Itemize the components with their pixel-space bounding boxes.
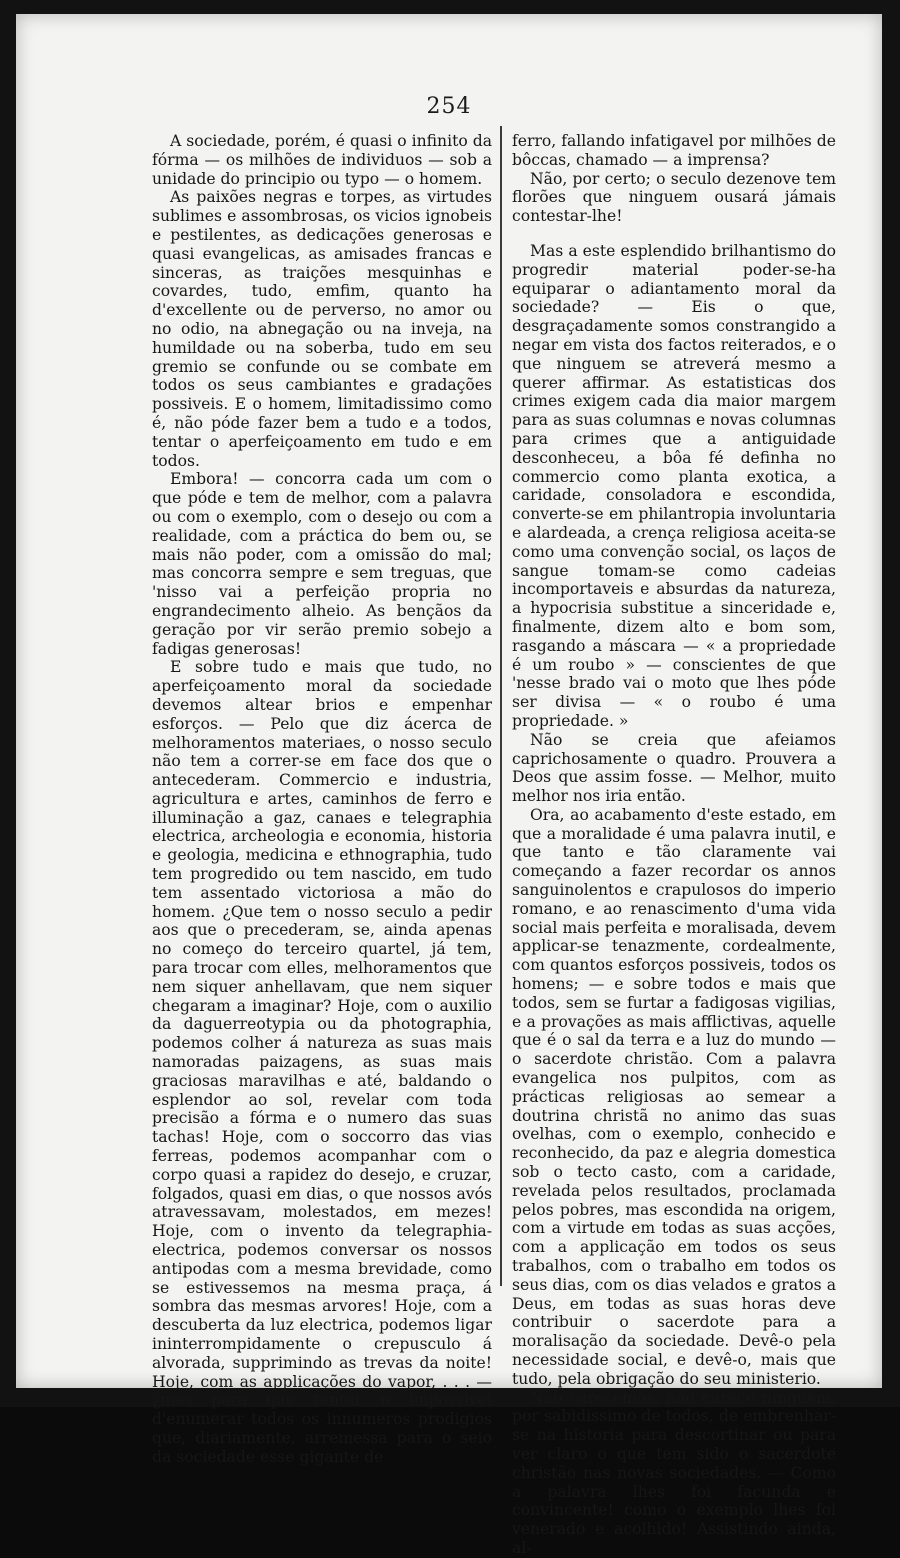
paragraph: Não se creia que afeiamos caprichosamente o quadro. Prouvera a Deos que assim fosse. — Melhor, muito melhor nos iria então. bbox=[512, 730, 836, 806]
paragraph: As paixões negras e torpes, as virtudes sublimes e assombrosas, os vicios ignobeis e pestilentes, as dedicações generosas e quasi evangelicas, as amisades francas e sinceras, as traições mesquinhas e covardes, tudo, emfim, quanto ha d'excellente ou de perverso, no amor ou no odio, na abnegação ou na inveja, na humildade ou na soberba, tudo em seu gremio se confunde ou se combate em todos os seus cambiantes e gradações possiveis. E o homem, limitadissimo como é, não póde fazer bem a tudo e a todos, tentar o aperfeiçoamento em tudo e em todos. bbox=[152, 188, 492, 470]
paragraph: Não carecemos, não carece ninguem, por sabidissimo de todos, de embrenhar-se na historia para descortinar ou para ver claro o que tem sido o sacerdote christão nas novas sociedades. — Como a palavra lhes foi facunda e convincente! como o exemplo lhes foi venerado e acolhido! Assistindo ainda, al- bbox=[512, 1388, 836, 1557]
page-number: 254 bbox=[426, 94, 472, 119]
paragraph: A sociedade, porém, é quasi o infinito da fórma — os milhões de individuos — sob a unidade do principio ou typo — o homem. bbox=[152, 132, 492, 188]
paragraph: Embora! — concorra cada um com o que póde e tem de melhor, com a palavra ou com o exemplo, com o desejo ou com a realidade, com a práctica do bem ou, se mais não poder, com a omissão do mal; mas concorra sempre e sem treguas, que 'nisso vai a perfeição propria no engrandecimento alheio. As bençãos da geração por vir serão premio sobejo a fadigas generosas! bbox=[152, 470, 492, 658]
right-column bbox=[512, 132, 836, 1558]
paragraph: Mas a este esplendido brilhantismo do progredir material poder-se-ha equiparar o adiantamento moral da sociedade? — Eis o que, desgraçadamente somos constrangido a negar em vista dos factos reiterados, e o que ninguem se atreverá mesmo a querer affirmar. As estatisticas dos crimes exigem cada dia maior margem para as suas columnas e novas columnas para crimes que a antiguidade desconheceu, a bôa fé definha no commercio como planta exotica, a caridade, consoladora e escondida, converte-se em philantropia involuntaria e alardeada, a crença religiosa aceita-se como uma convenção social, os laços de sangue tomam-se como cadeias incomportaveis e absurdas da natureza, a hypocrisia substitue a sinceridade e, finalmente, dizem alto e bom som, rasgando a máscara — « a propriedade é um roubo » — conscientes de que 'nesse brado vai o moto que lhes póde ser divisa — « o roubo é uma propriedade. » bbox=[512, 241, 836, 730]
section-gap bbox=[512, 226, 836, 242]
newspaper-page bbox=[16, 14, 882, 1557]
column-divider bbox=[500, 126, 502, 1286]
paragraph: Ora, ao acabamento d'este estado, em que a moralidade é uma palavra inutil, e que tanto e tão claramente vai começando a fazer recordar os annos sanguinolentos e crapulosos do imperio romano, e ao renascimento d'uma vida social mais perfeita e moralisada, devem applicar-se tenazmente, cordealmente, com quantos esforços possiveis, todos os homens; — e sobre todos e mais que todos, sem se furtar a fadigosas vigilias, e a provações as mais afflictivas, aquelle que é o sal da terra e a luz do mundo — o sacerdote christão. Com a palavra evangelica nos pulpitos, com as prácticas religiosas ao semear a doutrina christã no animo das suas ovelhas, com o exemplo, conhecido e reconhecido, da paz e alegria domestica sob o tecto casto, com a caridade, revelada pelos resultados, proclamada pelos pobres, mas escondida na origem, com a virtude em todas as suas acções, com a applicação em todos os seus trabalhos, com o trabalho em todos os seus dias, com os dias velados e gratos a Deus, em todas as suas horas deve contribuir o sacerdote para a moralisação da sociedade. Devê-o pela necessidade social, e devê-o, mais que tudo, pela obrigação do seu ministerio. bbox=[512, 805, 836, 1388]
paragraph: ferro, fallando infatigavel por milhões de bôccas, chamado — a imprensa? bbox=[512, 132, 836, 169]
left-column bbox=[152, 132, 492, 1467]
paragraph: E sobre tudo e mais que tudo, no aperfeiçoamento moral da sociedade devemos altear brios e empenhar esforços. — Pelo que diz ácerca de melhoramentos materiaes, o nosso seculo não tem a correr-se em face dos que o antecederam. Commercio e industria, agricultura e artes, caminhos de ferro e illuminação a gaz, canaes e telegraphia electrica, archeologia e economia, historia e geologia, medicina e ethnographia, tudo tem progredido ou tem nascido, em tudo tem assentado victoriosa a mão do homem. ¿Que tem o nosso seculo a pedir aos que o precederam, se, ainda apenas no começo do terceiro quartel, já tem, para trocar com elles, melhoramentos que nem siquer anhellavam, que nem siquer chegaram a imaginar? Hoje, com o auxilio da daguerreotypia ou da photographia, podemos colher á natureza as suas mais namoradas paizagens, as suas mais graciosas maravilhas e até, baldando o esplendor ao sol, revelar com toda precisão a fórma e o numero das suas tachas! Hoje, com o soccorro das vias ferreas, podemos acompanhar com o corpo quasi a rapidez do desejo, e cruzar, folgados, quasi em dias, o que nossos avós atravessavam, molestados, em mezes! Hoje, com o invento da telegraphia-electrica, podemos conversar os nossos antipodas com a mesma brevidade, como se estivessemos na mesma praça, á sombra das mesmas arvores! Hoje, com a descuberta da luz electrica, podemos ligar ininterrompidamente o crepusculo á alvorada, supprimindo as trevas da noite! Hoje, com as applicações do vapor, . . . — ¿mas para que tentar o impossivel d'enumerar todos os innumeros prodigios que, diariamente, arremessa para o seio da sociedade esse gigante de bbox=[152, 658, 492, 1466]
paragraph: Não, por certo; o seculo dezenove tem florões que ninguem ousará jámais contestar-lhe! bbox=[512, 169, 836, 226]
